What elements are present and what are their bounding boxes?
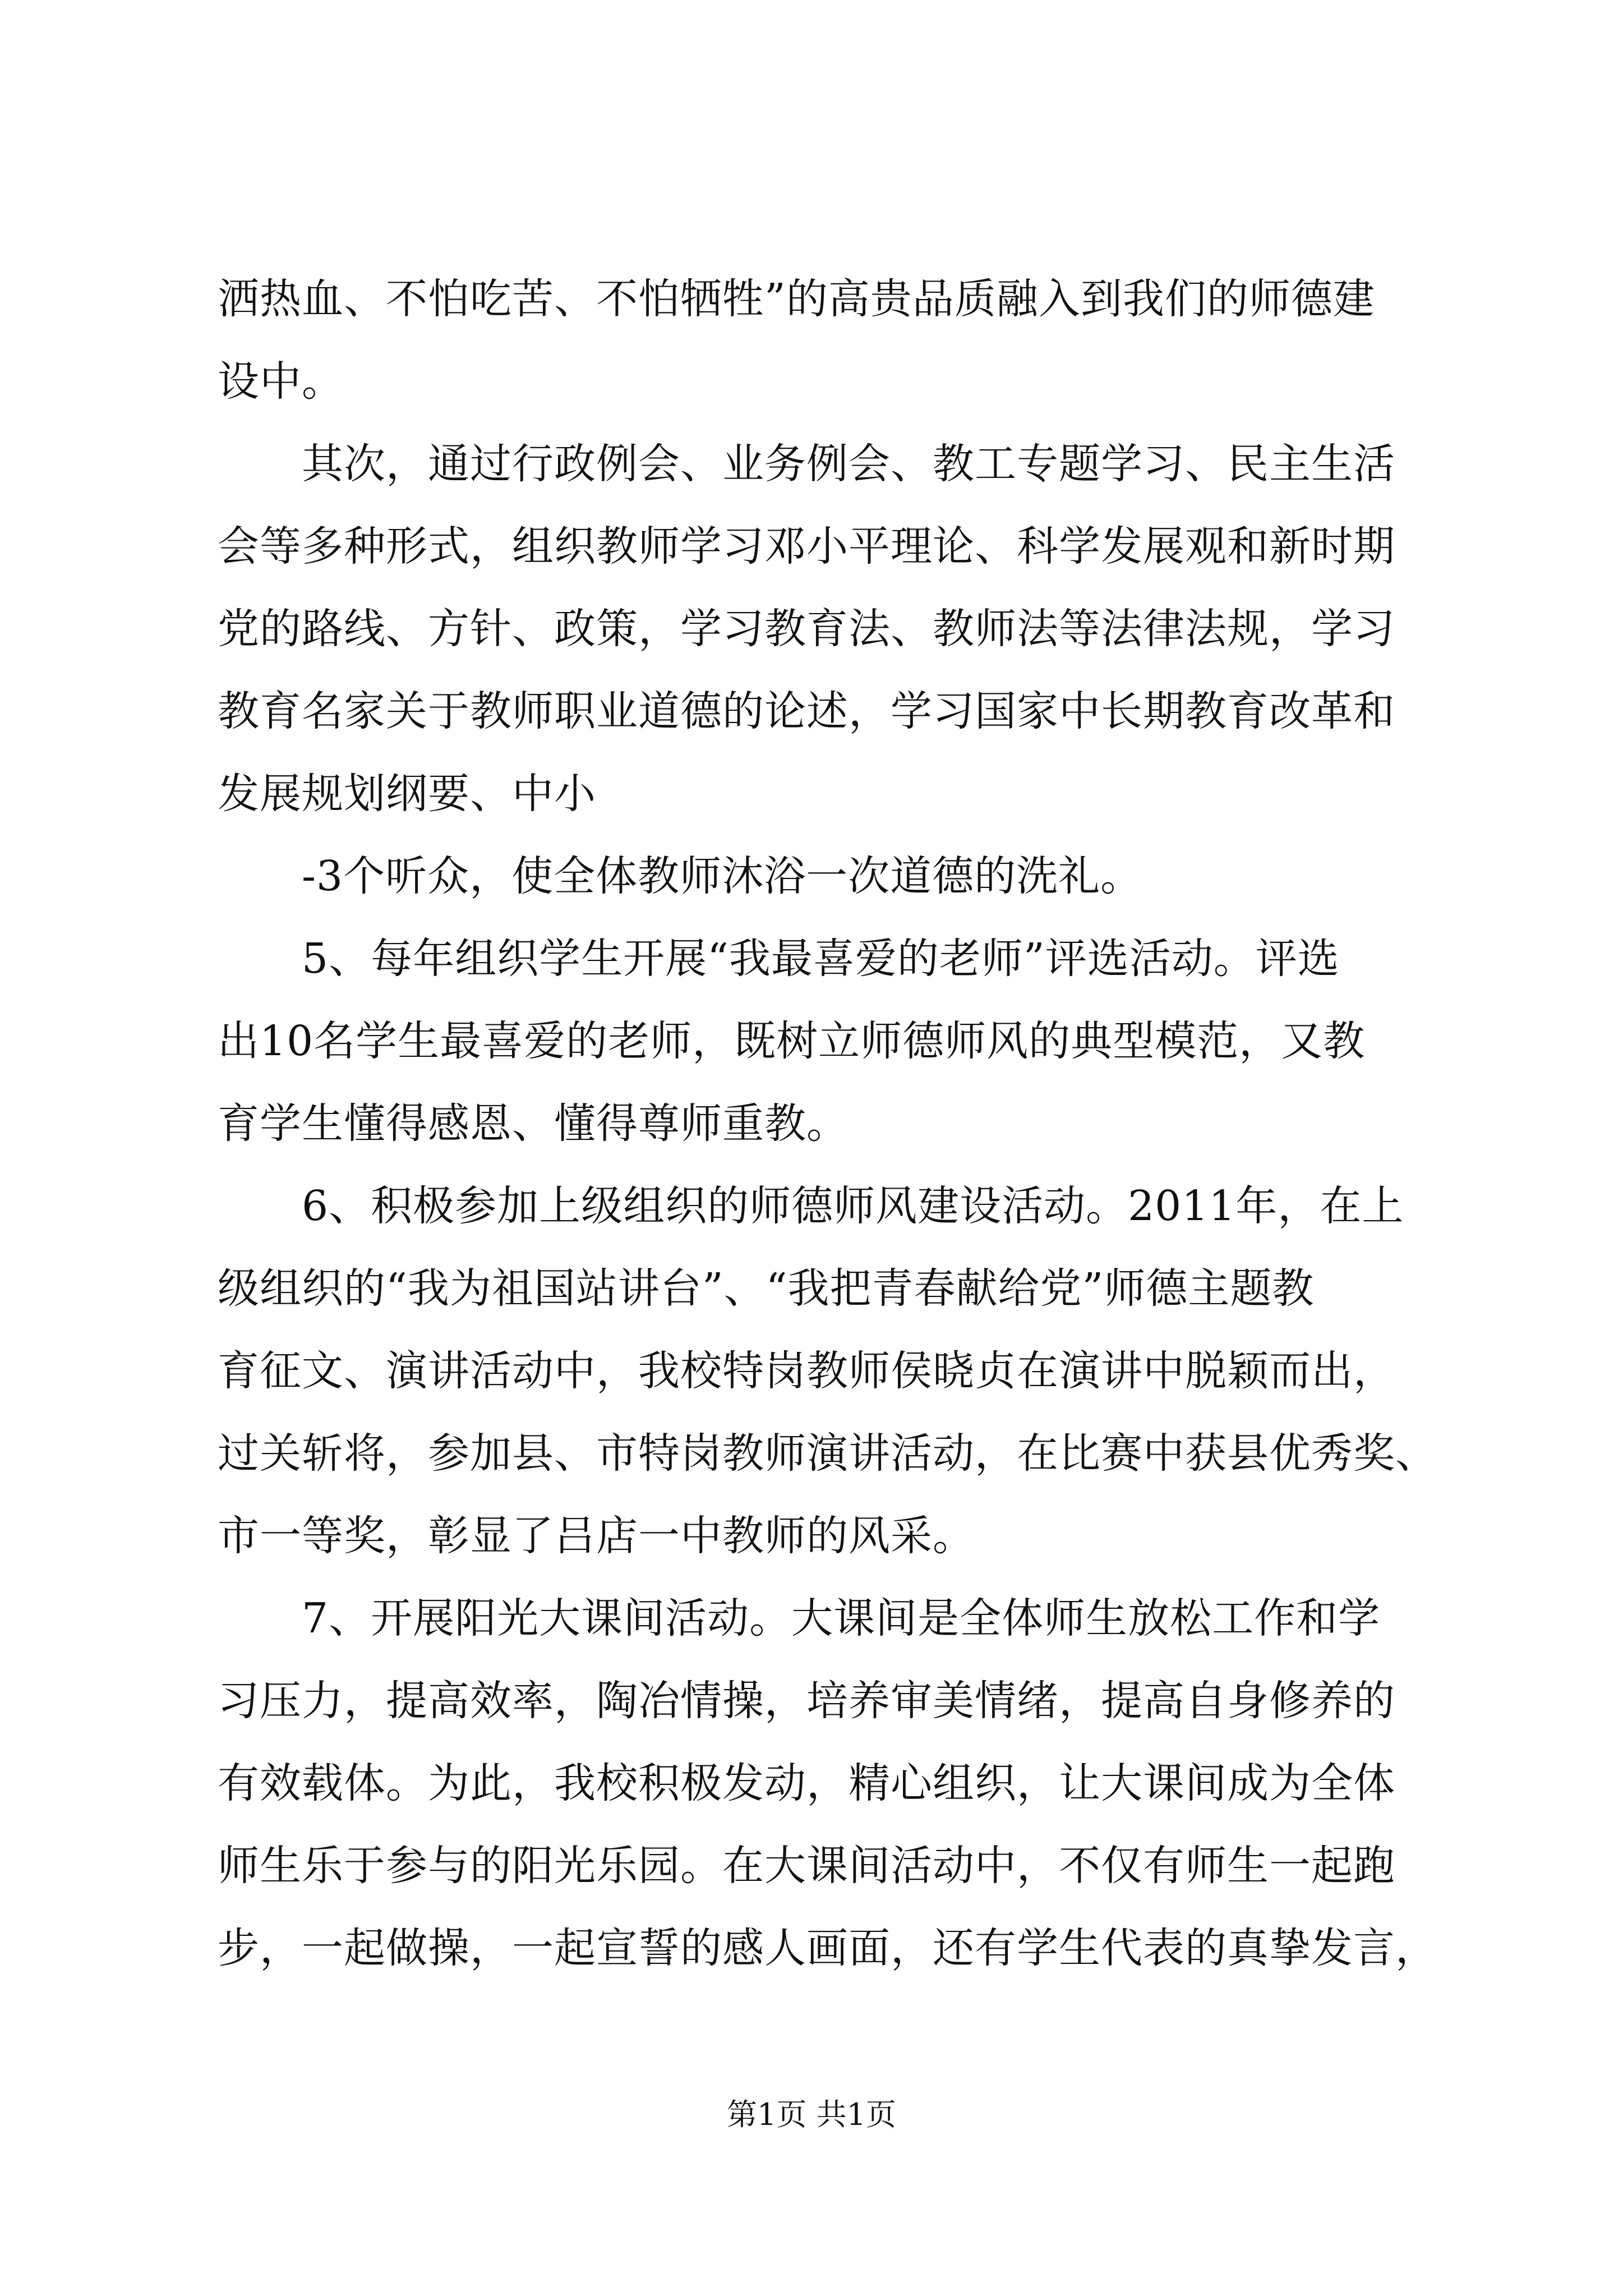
text-line: 发展规划纲要、中小 — [218, 770, 596, 818]
paragraph-start: -3个听众，使全体教师沐浴一次道德的洗礼。 — [302, 852, 1143, 900]
text-line: 教育名家关于教师职业道德的论述，学习国家中长期教育改革和 — [218, 687, 1395, 735]
document-body — [218, 258, 1437, 1990]
text-line: 师生乐于参与的阳光乐园。在大课间活动中，不仅有师生一起跑 — [218, 1842, 1395, 1890]
paragraph-start: 7、开展阳光大课间活动。大课间是全体师生放松工作和学 — [302, 1594, 1381, 1642]
text-line: 洒热血、不怕吃苦、不怕牺牲”的高贵品质融入到我们的师德建 — [218, 275, 1375, 323]
text-line: 有效载体。为此，我校积极发动，精心组织，让大课间成为全体 — [218, 1759, 1395, 1807]
text-line: 党的路线、方针、政策，学习教育法、教师法等法律法规，学习 — [218, 605, 1395, 653]
text-line: 育学生懂得感恩、懂得尊师重教。 — [218, 1099, 849, 1148]
text-line: 步，一起做操，一起宣誓的感人画面，还有学生代表的真挚发言， — [218, 1924, 1437, 1972]
paragraph-start: 其次，通过行政例会、业务例会、教工专题学习、民主生活 — [302, 440, 1395, 488]
text-line: 育征文、演讲活动中，我校特岗教师侯晓贞在演讲中脱颖而出， — [218, 1347, 1395, 1395]
text-line: 设中。 — [218, 357, 344, 406]
text-line: 过关斩将，参加县、市特岗教师演讲活动，在比赛中获县优秀奖、 — [218, 1429, 1437, 1478]
text-line: 习压力，提高效率，陶冶情操，培养审美情绪，提高自身修养的 — [218, 1677, 1395, 1725]
paragraph-start: 6、积极参加上级组织的师德师风建设活动。2011年，在上 — [302, 1182, 1404, 1230]
text-line: 级组织的“我为祖国站讲台”、“我把青春献给党”师德主题教 — [218, 1264, 1315, 1313]
paragraph-start: 5、每年组织学生开展“我最喜爱的老师”评选活动。评选 — [302, 935, 1340, 983]
text-line: 会等多种形式，组织教师学习邓小平理论、科学发展观和新时期 — [218, 522, 1395, 570]
page-footer: 第1页 共1页 — [727, 2097, 896, 2132]
text-line: 出10名学生最喜爱的老师，既树立师德师风的典型模范，又教 — [218, 1017, 1366, 1065]
text-line: 市一等奖，彰显了吕店一中教师的风采。 — [218, 1512, 975, 1560]
